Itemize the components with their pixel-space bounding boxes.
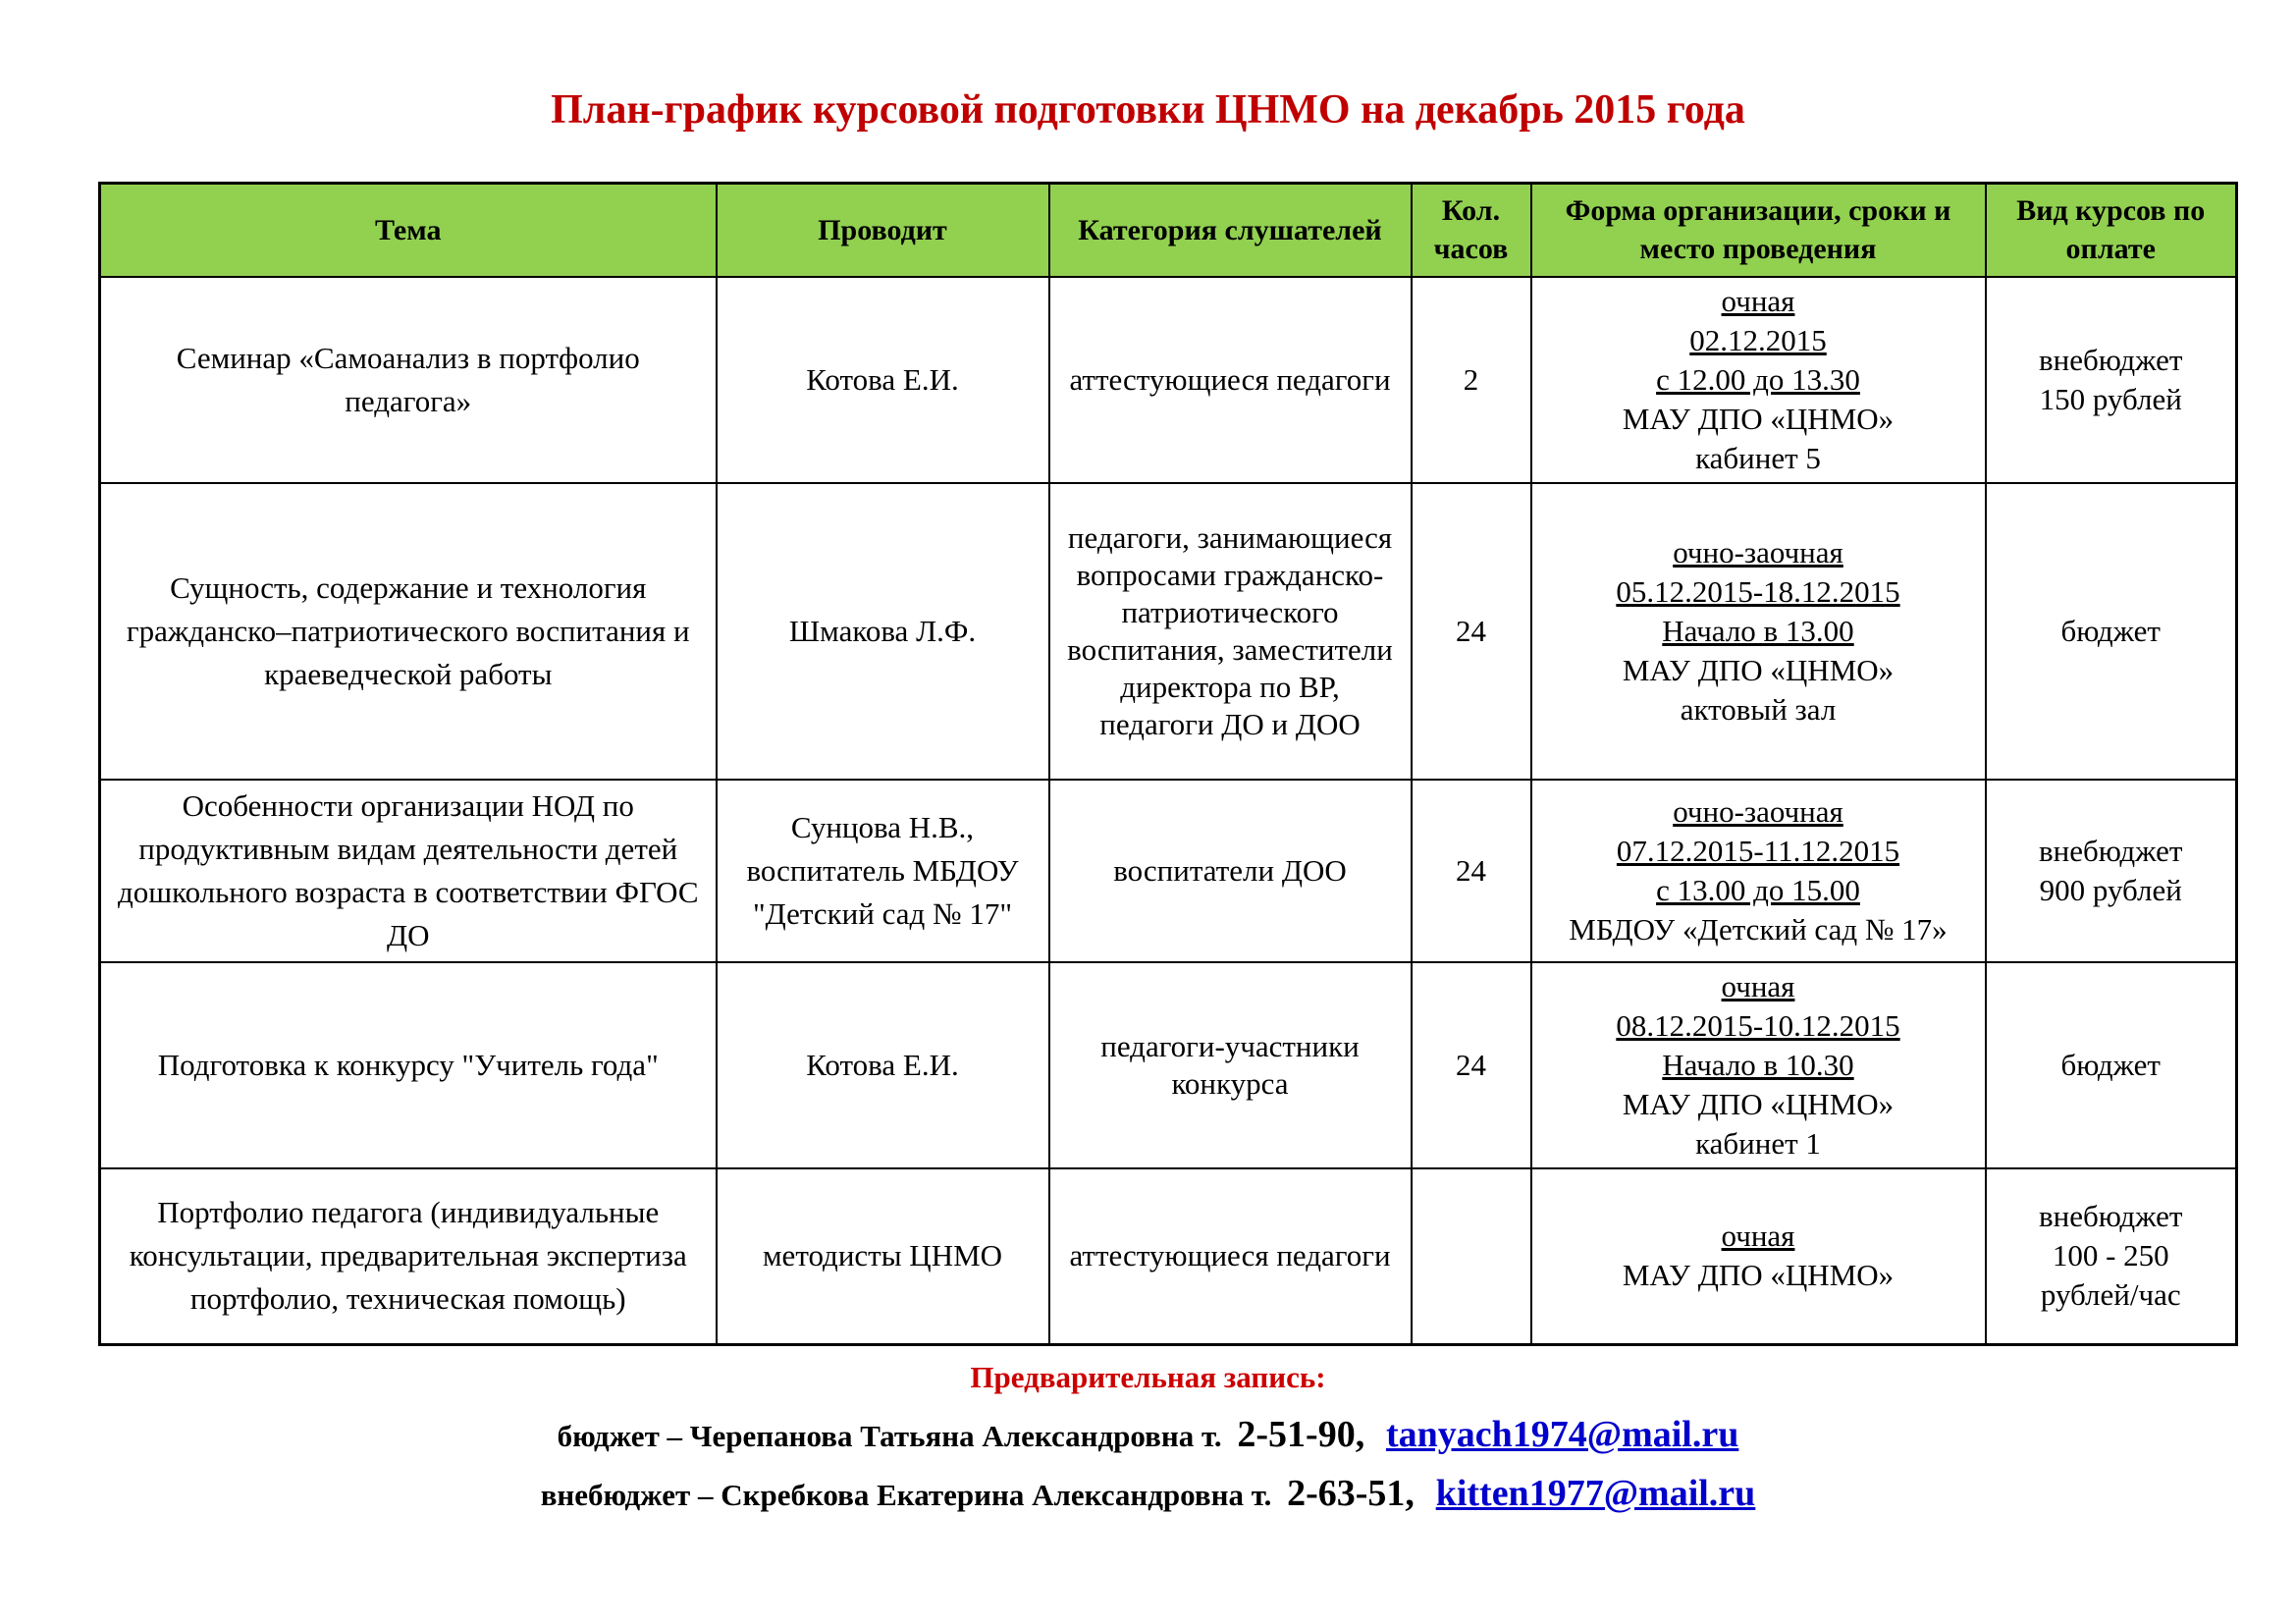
payment-cell: [1986, 780, 2237, 962]
topic-cell: Особенности организации НОД по продуктивным видам деятельности детей дошкольного возраста в соответствии ФГОС ДО: [100, 780, 717, 962]
email-link[interactable]: tanyach1974@mail.ru: [1385, 1414, 1739, 1455]
format-line: кабинет 1: [1695, 1125, 1821, 1161]
payment-cell: [1986, 1168, 2237, 1345]
format-line: очная: [1721, 968, 1795, 1003]
table-row: [100, 780, 2237, 962]
format-line: МБДОУ «Детский сад № 17»: [1569, 911, 1948, 947]
format-line: очная: [1721, 283, 1795, 318]
column-header-hours: Кол. часов: [1412, 184, 1531, 277]
payment-line: рублей/час: [2040, 1277, 2181, 1313]
table-row: [100, 483, 2237, 780]
format-line: Начало в 10.30: [1662, 1047, 1854, 1082]
payment-line: бюджет: [2060, 1047, 2161, 1082]
format-cell: [1531, 962, 1986, 1168]
hours-cell: 24: [1412, 780, 1531, 962]
audience-cell: аттестующиеся педагоги: [1049, 1168, 1412, 1345]
schedule-table: [98, 182, 2238, 1346]
format-line: МАУ ДПО «ЦНМО»: [1622, 401, 1895, 436]
format-line: очно-заочная: [1673, 793, 1843, 829]
format-cell: [1531, 1168, 1986, 1345]
column-header-provodit: Проводит: [717, 184, 1049, 277]
contact-line: [0, 1411, 2296, 1460]
column-header-tema: Тема: [100, 184, 717, 277]
payment-line: 100 - 250: [2052, 1238, 2169, 1273]
topic-cell: Подготовка к конкурсу "Учитель года": [100, 962, 717, 1168]
payment-line: бюджет: [2060, 613, 2161, 648]
conductor-cell: Котова Е.И.: [717, 277, 1049, 483]
payment-line: внебюджет: [2039, 342, 2183, 377]
format-line: МАУ ДПО «ЦНМО»: [1622, 1258, 1895, 1293]
format-line: МАУ ДПО «ЦНМО»: [1622, 652, 1895, 687]
format-line: очно-заочная: [1673, 534, 1843, 569]
hours-cell: [1412, 1168, 1531, 1345]
conductor-cell: методисты ЦНМО: [717, 1168, 1049, 1345]
column-header-forma: Форма организации, сроки и место проведения: [1531, 184, 1986, 277]
topic-cell: Сущность, содержание и технология гражданско–патриотического воспитания и краеведческой работы: [100, 483, 717, 780]
payment-line: 900 рублей: [2039, 872, 2182, 907]
format-line: Начало в 13.00: [1662, 613, 1854, 648]
format-line: с 13.00 до 15.00: [1656, 872, 1860, 907]
conductor-cell: Сунцова Н.В., воспитатель МБДОУ "Детский сад № 17": [717, 780, 1049, 962]
column-header-kategoria: Категория слушателей: [1049, 184, 1412, 277]
footer: [0, 1360, 2296, 1519]
format-cell: [1531, 483, 1986, 780]
format-cell: [1531, 277, 1986, 483]
contact-label: внебюджет – Скребкова Екатерина Александровна т.: [540, 1478, 1272, 1512]
format-line: 07.12.2015-11.12.2015: [1616, 833, 1900, 868]
hours-cell: 24: [1412, 483, 1531, 780]
conductor-cell: Котова Е.И.: [717, 962, 1049, 1168]
payment-cell: [1986, 962, 2237, 1168]
footer-heading: Предварительная запись:: [970, 1360, 1326, 1394]
hours-cell: 24: [1412, 962, 1531, 1168]
page-title: План-график курсовой подготовки ЦНМО на декабрь 2015 года: [551, 87, 1745, 133]
audience-cell: педагоги, занимающиеся вопросами гражданско-патриотического воспитания, заместители директора по ВР, педагоги ДО и ДОО: [1049, 483, 1412, 780]
header-row: [100, 184, 2237, 277]
payment-cell: [1986, 483, 2237, 780]
table-row: [100, 277, 2237, 483]
contact-line: [0, 1470, 2296, 1519]
format-line: 05.12.2015-18.12.2015: [1616, 573, 1900, 609]
table-row: [100, 962, 2237, 1168]
audience-cell: педагоги-участники конкурса: [1049, 962, 1412, 1168]
payment-line: внебюджет: [2039, 833, 2183, 868]
format-line: 08.12.2015-10.12.2015: [1616, 1007, 1900, 1043]
hours-cell: 2: [1412, 277, 1531, 483]
contact-label: бюджет – Черепанова Татьяна Александровна т.: [557, 1419, 1222, 1453]
email-link[interactable]: kitten1977@mail.ru: [1435, 1473, 1756, 1514]
format-line: МАУ ДПО «ЦНМО»: [1622, 1086, 1895, 1121]
format-line: с 12.00 до 13.30: [1656, 361, 1860, 397]
audience-cell: аттестующиеся педагоги: [1049, 277, 1412, 483]
column-header-vid: Вид курсов по оплате: [1986, 184, 2237, 277]
audience-cell: воспитатели ДОО: [1049, 780, 1412, 962]
format-line: кабинет 5: [1695, 440, 1821, 475]
format-line: очная: [1721, 1218, 1795, 1254]
format-line: 02.12.2015: [1689, 322, 1827, 357]
payment-line: 150 рублей: [2039, 381, 2182, 416]
topic-cell: Семинар «Самоанализ в портфолио педагога»: [100, 277, 717, 483]
table-row: [100, 1168, 2237, 1345]
format-line: актовый зал: [1680, 691, 1837, 727]
phone-number: 2-51-90,: [1237, 1414, 1365, 1455]
phone-number: 2-63-51,: [1287, 1473, 1415, 1514]
conductor-cell: Шмакова Л.Ф.: [717, 483, 1049, 780]
payment-line: внебюджет: [2039, 1199, 2183, 1234]
format-cell: [1531, 780, 1986, 962]
payment-cell: [1986, 277, 2237, 483]
topic-cell: Портфолио педагога (индивидуальные консультации, предварительная экспертиза портфолио, техническая помощь): [100, 1168, 717, 1345]
